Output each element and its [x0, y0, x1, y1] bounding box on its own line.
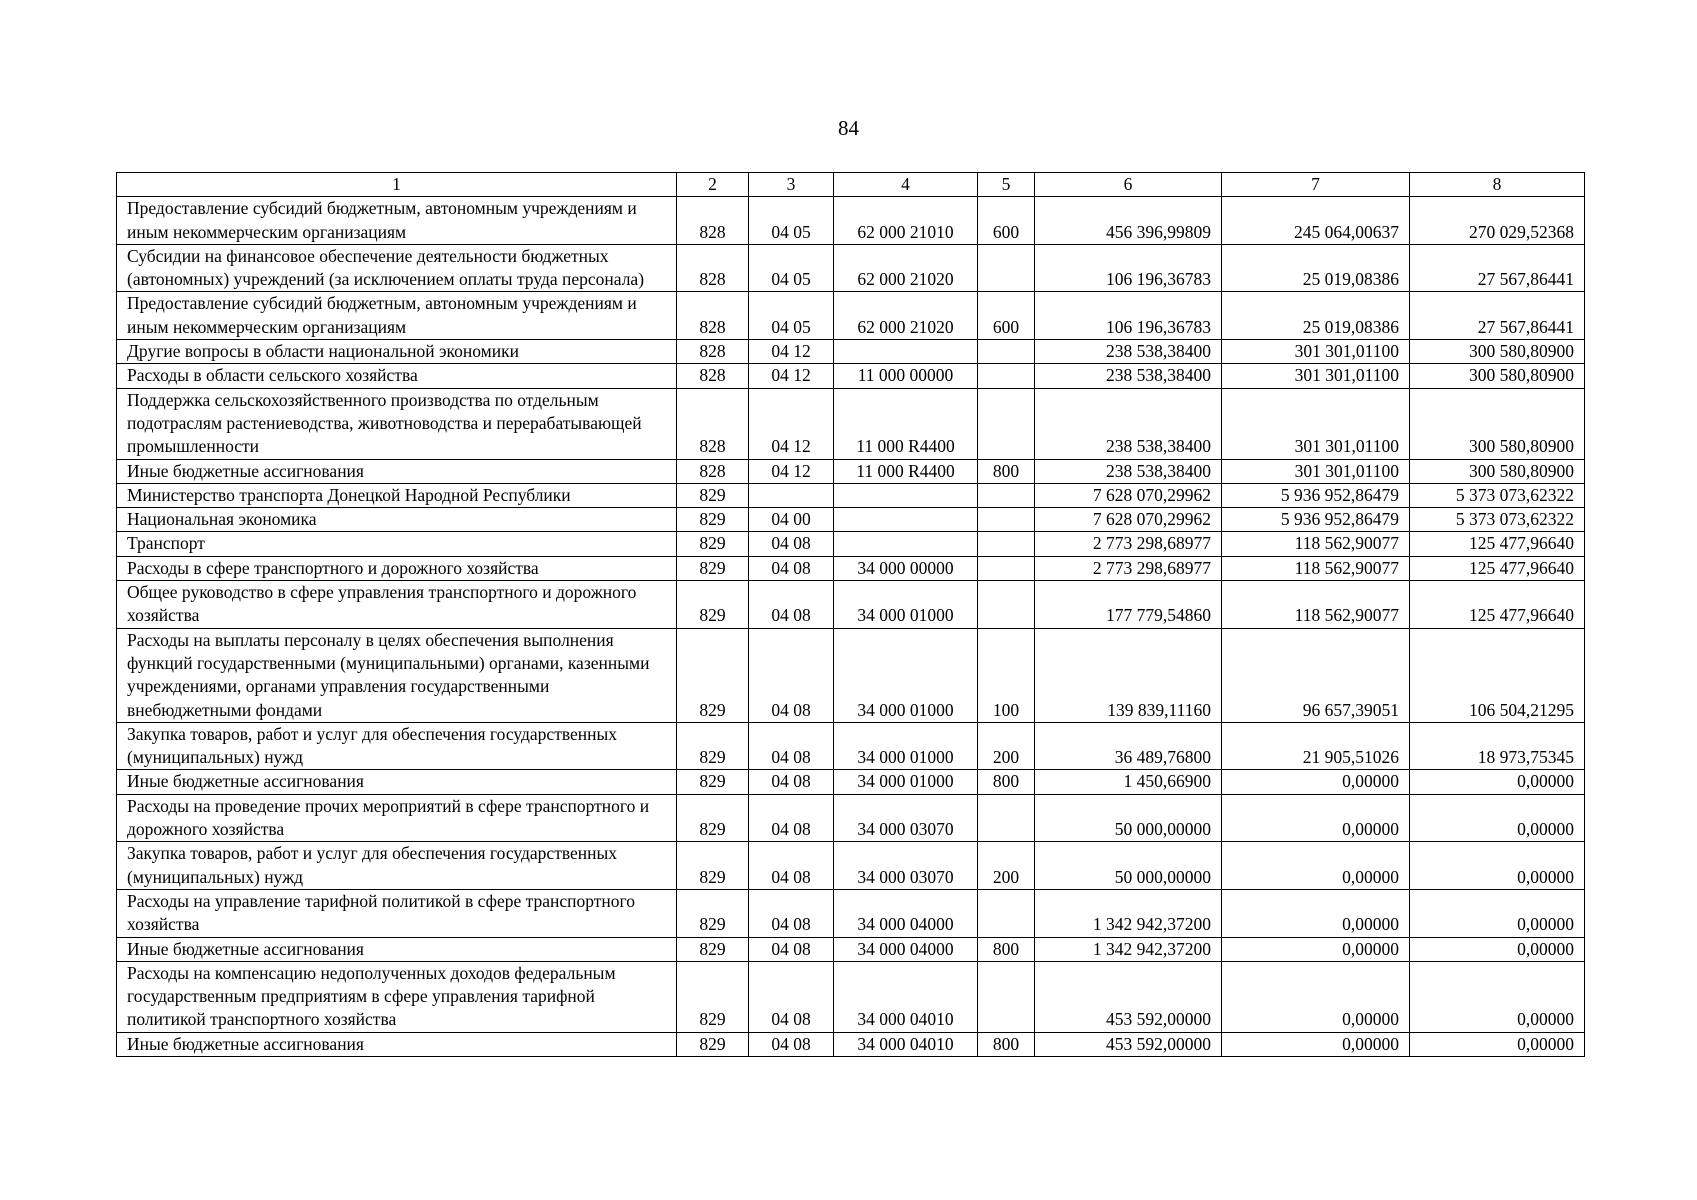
table-row: [117, 483, 1585, 507]
column-header: 2: [677, 173, 749, 197]
section-code-cell: 04 12: [749, 364, 834, 388]
amount-col7-cell: 25 019,08386: [1222, 244, 1410, 292]
target-article-cell: 34 000 04000: [834, 937, 978, 961]
amount-col6-cell: 36 489,76800: [1035, 722, 1222, 770]
table-row: [117, 292, 1585, 340]
section-code-cell: 04 08: [749, 628, 834, 722]
target-article-cell: 11 000 R4400: [834, 388, 978, 459]
section-code-cell: 04 08: [749, 842, 834, 890]
table-row: [117, 770, 1585, 794]
amount-col8-cell: 125 477,96640: [1410, 532, 1585, 556]
section-code-cell: 04 08: [749, 889, 834, 937]
expense-type-cell: 800: [978, 770, 1035, 794]
expense-name-cell: Предоставление субсидий бюджетным, автономным учреждениям и иным некоммерческим организациям: [117, 292, 677, 340]
expense-name-cell: Поддержка сельскохозяйственного производства по отдельным подотраслям растениеводства, животноводства и перерабатывающей промышленности: [117, 388, 677, 459]
expense-name-cell: Иные бюджетные ассигнования: [117, 937, 677, 961]
section-code-cell: 04 08: [749, 794, 834, 842]
amount-col6-cell: 106 196,36783: [1035, 244, 1222, 292]
amount-col8-cell: 5 373 073,62322: [1410, 483, 1585, 507]
amount-col7-cell: 0,00000: [1222, 794, 1410, 842]
amount-col6-cell: 106 196,36783: [1035, 292, 1222, 340]
expense-type-cell: 200: [978, 842, 1035, 890]
section-code-cell: 04 08: [749, 722, 834, 770]
amount-col6-cell: 7 628 070,29962: [1035, 483, 1222, 507]
target-article-cell: [834, 340, 978, 364]
target-article-cell: 62 000 21010: [834, 197, 978, 245]
expense-type-cell: 800: [978, 937, 1035, 961]
amount-col8-cell: 300 580,80900: [1410, 364, 1585, 388]
amount-col7-cell: 5 936 952,86479: [1222, 483, 1410, 507]
expense-name-cell: Предоставление субсидий бюджетным, автономным учреждениям и иным некоммерческим организациям: [117, 197, 677, 245]
target-article-cell: 34 000 04010: [834, 961, 978, 1032]
amount-col8-cell: 125 477,96640: [1410, 556, 1585, 580]
amount-col7-cell: 301 301,01100: [1222, 388, 1410, 459]
expense-type-cell: [978, 364, 1035, 388]
department-code-cell: 828: [677, 292, 749, 340]
amount-col8-cell: 0,00000: [1410, 937, 1585, 961]
amount-col8-cell: 0,00000: [1410, 1032, 1585, 1056]
amount-col7-cell: 118 562,90077: [1222, 556, 1410, 580]
expense-type-cell: 800: [978, 1032, 1035, 1056]
amount-col7-cell: 301 301,01100: [1222, 459, 1410, 483]
amount-col6-cell: 50 000,00000: [1035, 794, 1222, 842]
amount-col6-cell: 7 628 070,29962: [1035, 508, 1222, 532]
table-row: [117, 722, 1585, 770]
expense-name-cell: Общее руководство в сфере управления транспортного и дорожного хозяйства: [117, 581, 677, 629]
table-row: [117, 244, 1585, 292]
expense-type-cell: [978, 794, 1035, 842]
expense-name-cell: Расходы на выплаты персоналу в целях обеспечения выполнения функций государственными (муниципальными) органами, казенными учреждениями, органами управления государственными внебюджетными фондами: [117, 628, 677, 722]
table-row: [117, 794, 1585, 842]
target-article-cell: 34 000 04010: [834, 1032, 978, 1056]
section-code-cell: 04 00: [749, 508, 834, 532]
target-article-cell: 34 000 01000: [834, 770, 978, 794]
target-article-cell: [834, 508, 978, 532]
amount-col7-cell: 301 301,01100: [1222, 364, 1410, 388]
table-row: [117, 508, 1585, 532]
section-code-cell: 04 08: [749, 1032, 834, 1056]
amount-col7-cell: 0,00000: [1222, 937, 1410, 961]
section-code-cell: 04 12: [749, 459, 834, 483]
department-code-cell: 829: [677, 1032, 749, 1056]
expense-name-cell: Расходы в сфере транспортного и дорожного хозяйства: [117, 556, 677, 580]
expense-type-cell: 600: [978, 292, 1035, 340]
department-code-cell: 829: [677, 770, 749, 794]
amount-col7-cell: 118 562,90077: [1222, 581, 1410, 629]
target-article-cell: [834, 483, 978, 507]
department-code-cell: 828: [677, 388, 749, 459]
section-code-cell: [749, 483, 834, 507]
column-header: 1: [117, 173, 677, 197]
expense-name-cell: Транспорт: [117, 532, 677, 556]
amount-col8-cell: 0,00000: [1410, 794, 1585, 842]
amount-col6-cell: 238 538,38400: [1035, 459, 1222, 483]
amount-col7-cell: 0,00000: [1222, 770, 1410, 794]
amount-col8-cell: 27 567,86441: [1410, 292, 1585, 340]
amount-col6-cell: 453 592,00000: [1035, 961, 1222, 1032]
expense-name-cell: Закупка товаров, работ и услуг для обеспечения государственных (муниципальных) нужд: [117, 722, 677, 770]
table-row: [117, 459, 1585, 483]
amount-col6-cell: 456 396,99809: [1035, 197, 1222, 245]
expense-type-cell: 200: [978, 722, 1035, 770]
target-article-cell: 34 000 03070: [834, 794, 978, 842]
table-row: [117, 340, 1585, 364]
target-article-cell: [834, 532, 978, 556]
amount-col7-cell: 96 657,39051: [1222, 628, 1410, 722]
department-code-cell: 829: [677, 937, 749, 961]
amount-col6-cell: 177 779,54860: [1035, 581, 1222, 629]
amount-col8-cell: 300 580,80900: [1410, 388, 1585, 459]
section-code-cell: 04 12: [749, 388, 834, 459]
department-code-cell: 829: [677, 483, 749, 507]
department-code-cell: 828: [677, 244, 749, 292]
target-article-cell: 11 000 R4400: [834, 459, 978, 483]
amount-col6-cell: 238 538,38400: [1035, 364, 1222, 388]
amount-col6-cell: 2 773 298,68977: [1035, 556, 1222, 580]
section-code-cell: 04 05: [749, 244, 834, 292]
amount-col7-cell: 245 064,00637: [1222, 197, 1410, 245]
header-row: [117, 173, 1585, 197]
expense-type-cell: 800: [978, 459, 1035, 483]
table-row: [117, 388, 1585, 459]
table-row: [117, 581, 1585, 629]
department-code-cell: 828: [677, 364, 749, 388]
expense-type-cell: [978, 508, 1035, 532]
amount-col7-cell: 0,00000: [1222, 1032, 1410, 1056]
department-code-cell: 829: [677, 628, 749, 722]
amount-col8-cell: 0,00000: [1410, 889, 1585, 937]
amount-col8-cell: 0,00000: [1410, 961, 1585, 1032]
table-row: [117, 556, 1585, 580]
amount-col6-cell: 1 342 942,37200: [1035, 937, 1222, 961]
amount-col7-cell: 0,00000: [1222, 961, 1410, 1032]
expense-type-cell: [978, 581, 1035, 629]
target-article-cell: 34 000 03070: [834, 842, 978, 890]
amount-col7-cell: 0,00000: [1222, 889, 1410, 937]
department-code-cell: 828: [677, 459, 749, 483]
table-row: [117, 842, 1585, 890]
amount-col8-cell: 300 580,80900: [1410, 340, 1585, 364]
amount-col7-cell: 25 019,08386: [1222, 292, 1410, 340]
section-code-cell: 04 08: [749, 581, 834, 629]
amount-col6-cell: 238 538,38400: [1035, 340, 1222, 364]
department-code-cell: 829: [677, 842, 749, 890]
amount-col8-cell: 270 029,52368: [1410, 197, 1585, 245]
target-article-cell: 34 000 01000: [834, 628, 978, 722]
expense-name-cell: Расходы на проведение прочих мероприятий в сфере транспортного и дорожного хозяйства: [117, 794, 677, 842]
amount-col6-cell: 1 450,66900: [1035, 770, 1222, 794]
table-row: [117, 532, 1585, 556]
expense-type-cell: [978, 340, 1035, 364]
column-header: 8: [1410, 173, 1585, 197]
table-row: [117, 628, 1585, 722]
target-article-cell: 62 000 21020: [834, 244, 978, 292]
expense-name-cell: Субсидии на финансовое обеспечение деятельности бюджетных (автономных) учреждений (за исключением оплаты труда персонала): [117, 244, 677, 292]
page-number: 84: [838, 116, 859, 140]
expense-type-cell: [978, 244, 1035, 292]
column-header: 5: [978, 173, 1035, 197]
expense-type-cell: [978, 388, 1035, 459]
amount-col8-cell: 0,00000: [1410, 842, 1585, 890]
expense-name-cell: Расходы в области сельского хозяйства: [117, 364, 677, 388]
amount-col8-cell: 106 504,21295: [1410, 628, 1585, 722]
table-row: [117, 937, 1585, 961]
amount-col7-cell: 21 905,51026: [1222, 722, 1410, 770]
table-body: [117, 197, 1585, 1057]
column-header: 3: [749, 173, 834, 197]
target-article-cell: 34 000 01000: [834, 581, 978, 629]
expense-type-cell: [978, 961, 1035, 1032]
amount-col7-cell: 0,00000: [1222, 842, 1410, 890]
expense-type-cell: [978, 483, 1035, 507]
section-code-cell: 04 08: [749, 556, 834, 580]
expense-name-cell: Закупка товаров, работ и услуг для обеспечения государственных (муниципальных) нужд: [117, 842, 677, 890]
expense-name-cell: Министерство транспорта Донецкой Народной Республики: [117, 483, 677, 507]
department-code-cell: 829: [677, 961, 749, 1032]
amount-col6-cell: 453 592,00000: [1035, 1032, 1222, 1056]
section-code-cell: 04 08: [749, 770, 834, 794]
expense-name-cell: Иные бюджетные ассигнования: [117, 459, 677, 483]
department-code-cell: 829: [677, 889, 749, 937]
expense-type-cell: [978, 532, 1035, 556]
department-code-cell: 829: [677, 508, 749, 532]
department-code-cell: 828: [677, 197, 749, 245]
amount-col7-cell: 301 301,01100: [1222, 340, 1410, 364]
section-code-cell: 04 08: [749, 937, 834, 961]
target-article-cell: 62 000 21020: [834, 292, 978, 340]
section-code-cell: 04 08: [749, 532, 834, 556]
section-code-cell: 04 05: [749, 292, 834, 340]
amount-col6-cell: 2 773 298,68977: [1035, 532, 1222, 556]
table-row: [117, 889, 1585, 937]
target-article-cell: 34 000 01000: [834, 722, 978, 770]
expense-name-cell: Национальная экономика: [117, 508, 677, 532]
table-row: [117, 1032, 1585, 1056]
expense-type-cell: [978, 556, 1035, 580]
table-row: [117, 197, 1585, 245]
department-code-cell: 829: [677, 532, 749, 556]
amount-col8-cell: 5 373 073,62322: [1410, 508, 1585, 532]
department-code-cell: 829: [677, 794, 749, 842]
expense-name-cell: Расходы на компенсацию недополученных доходов федеральным государственным предприятиям в сфере управления тарифной политикой транспортного хозяйства: [117, 961, 677, 1032]
section-code-cell: 04 05: [749, 197, 834, 245]
expense-name-cell: Другие вопросы в области национальной экономики: [117, 340, 677, 364]
expense-name-cell: Иные бюджетные ассигнования: [117, 770, 677, 794]
section-code-cell: 04 08: [749, 961, 834, 1032]
amount-col7-cell: 118 562,90077: [1222, 532, 1410, 556]
expense-type-cell: 600: [978, 197, 1035, 245]
table-row: [117, 364, 1585, 388]
amount-col8-cell: 300 580,80900: [1410, 459, 1585, 483]
column-header: 4: [834, 173, 978, 197]
amount-col8-cell: 0,00000: [1410, 770, 1585, 794]
expense-type-cell: [978, 889, 1035, 937]
department-code-cell: 829: [677, 581, 749, 629]
expense-name-cell: Расходы на управление тарифной политикой в сфере транспортного хозяйства: [117, 889, 677, 937]
column-header: 6: [1035, 173, 1222, 197]
amount-col6-cell: 139 839,11160: [1035, 628, 1222, 722]
target-article-cell: 34 000 00000: [834, 556, 978, 580]
amount-col7-cell: 5 936 952,86479: [1222, 508, 1410, 532]
column-header: 7: [1222, 173, 1410, 197]
amount-col6-cell: 50 000,00000: [1035, 842, 1222, 890]
budget-table: [116, 172, 1585, 1057]
amount-col8-cell: 27 567,86441: [1410, 244, 1585, 292]
department-code-cell: 829: [677, 556, 749, 580]
amount-col8-cell: 125 477,96640: [1410, 581, 1585, 629]
department-code-cell: 829: [677, 722, 749, 770]
table-row: [117, 961, 1585, 1032]
expense-type-cell: 100: [978, 628, 1035, 722]
amount-col6-cell: 238 538,38400: [1035, 388, 1222, 459]
expense-name-cell: Иные бюджетные ассигнования: [117, 1032, 677, 1056]
department-code-cell: 828: [677, 340, 749, 364]
amount-col8-cell: 18 973,75345: [1410, 722, 1585, 770]
target-article-cell: 11 000 00000: [834, 364, 978, 388]
table-header: [117, 173, 1585, 197]
target-article-cell: 34 000 04000: [834, 889, 978, 937]
section-code-cell: 04 12: [749, 340, 834, 364]
amount-col6-cell: 1 342 942,37200: [1035, 889, 1222, 937]
